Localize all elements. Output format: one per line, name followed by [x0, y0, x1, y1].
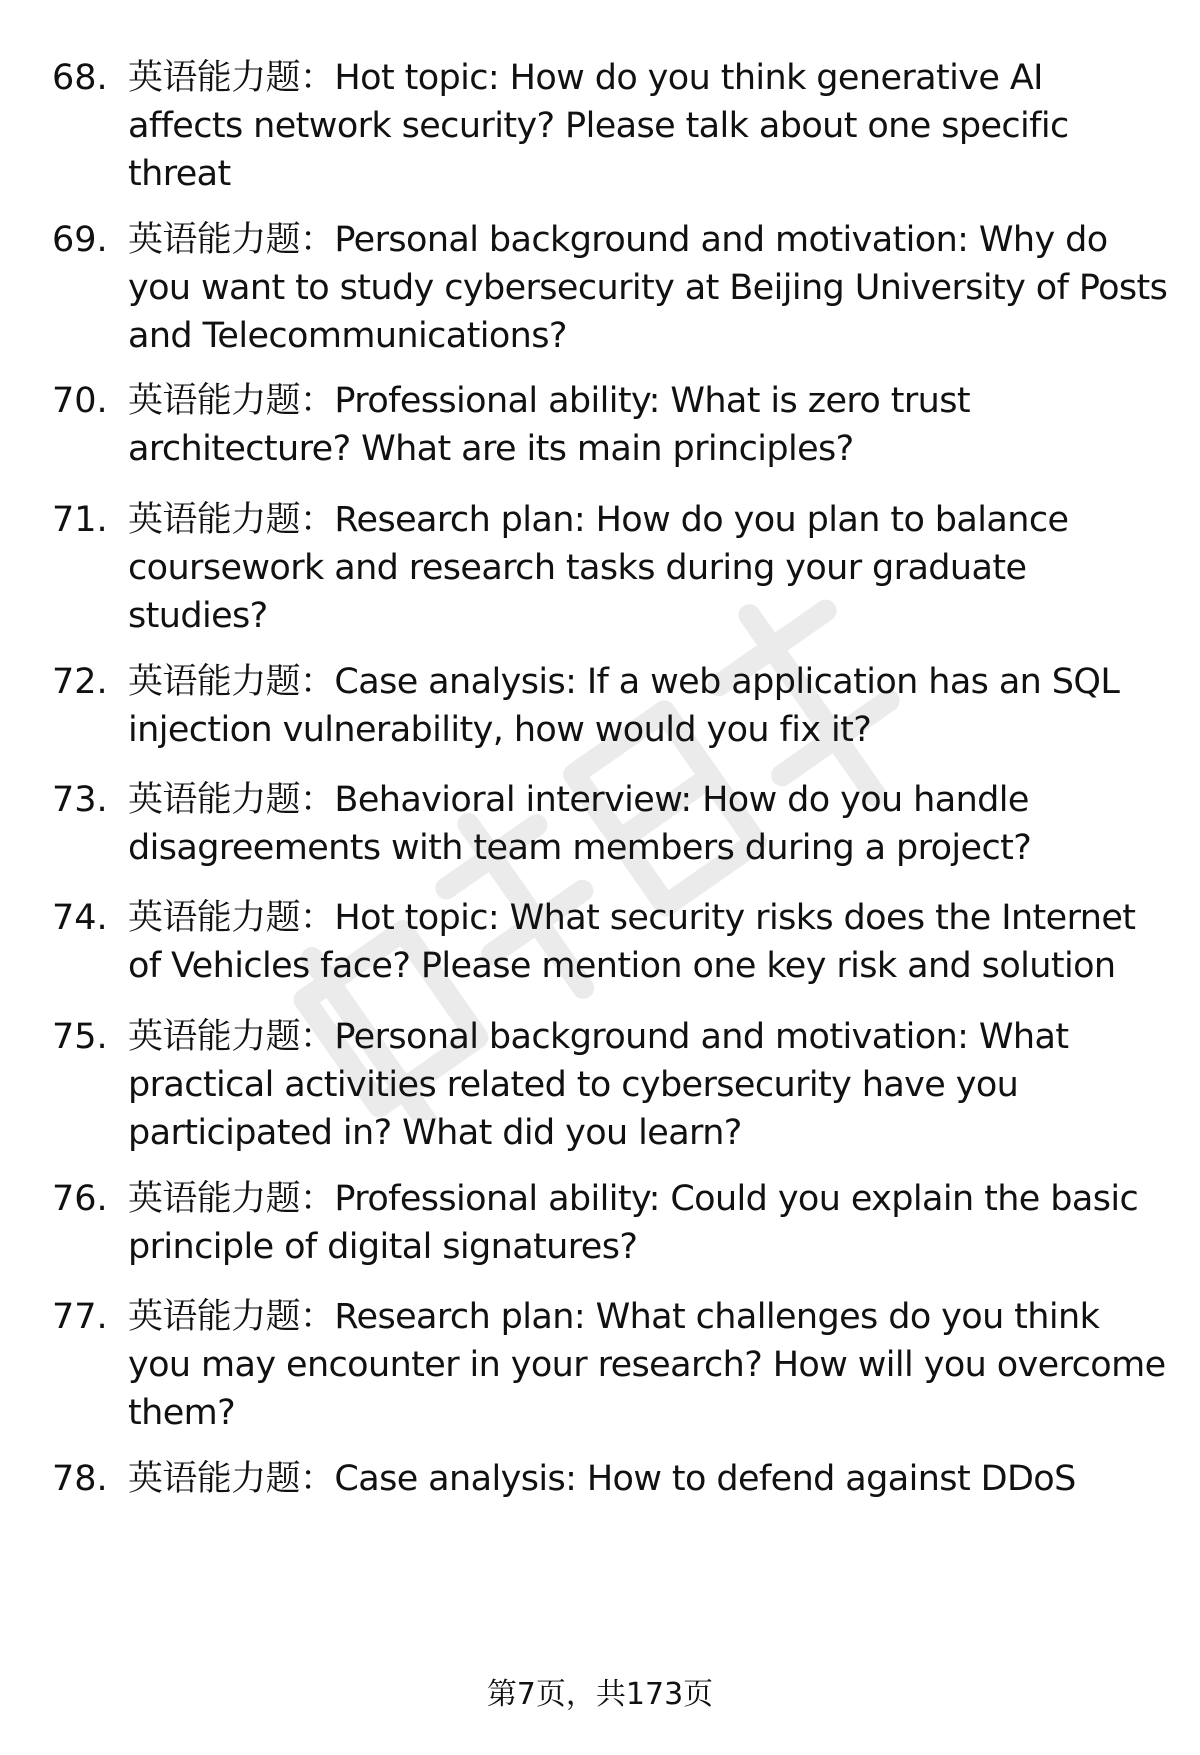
- question-text: Case analysis: How to defend against DDoS: [334, 1459, 1076, 1499]
- question-body: [128, 894, 1168, 990]
- question-text: Research plan: What challenges do you think you may encounter in your research? How will you overcome them?: [128, 1297, 1166, 1433]
- question-category-tag: 英语能力题：: [128, 1459, 335, 1499]
- question-category-tag: 英语能力题：: [128, 58, 335, 98]
- question-text: Professional ability: Could you explain the basic principle of digital signatures?: [128, 1179, 1139, 1267]
- question-body: [128, 1455, 1168, 1503]
- list-item: [0, 1293, 1200, 1437]
- question-number: 78.: [52, 1459, 108, 1499]
- question-text: Research plan: How do you plan to balance coursework and research tasks during your graduate studies?: [128, 500, 1069, 636]
- question-number: 74.: [52, 898, 108, 938]
- list-item: [0, 54, 1200, 198]
- question-category-tag: 英语能力题：: [128, 500, 335, 540]
- question-body: [128, 216, 1168, 360]
- question-text: Case analysis: If a web application has an SQL injection vulnerability, how would you fix it?: [128, 662, 1120, 750]
- list-item: [0, 776, 1200, 872]
- question-text: Professional ability: What is zero trust architecture? What are its main principles?: [128, 381, 971, 469]
- question-category-tag: 英语能力题：: [128, 1179, 335, 1219]
- question-text: Behavioral interview: How do you handle disagreements with team members during a project?: [128, 780, 1032, 868]
- question-text: Personal background and motivation: Why do you want to study cybersecurity at Beijing University of Posts and Telecommunications?: [128, 220, 1168, 356]
- list-item: [0, 1013, 1200, 1157]
- question-body: [128, 377, 1168, 473]
- list-item: [0, 1455, 1200, 1503]
- question-body: [128, 1293, 1168, 1437]
- list-item: [0, 496, 1200, 640]
- question-category-tag: 英语能力题：: [128, 898, 335, 938]
- list-item: [0, 216, 1200, 360]
- question-text: Hot topic: What security risks does the Internet of Vehicles face? Please mention one key risk and solution: [128, 898, 1136, 986]
- question-body: [128, 1175, 1168, 1271]
- list-item: [0, 658, 1200, 754]
- question-number: 77.: [52, 1297, 108, 1337]
- page-number-footer: 第7页，共173页: [486, 1677, 714, 1712]
- question-number: 76.: [52, 1179, 108, 1219]
- question-category-tag: 英语能力题：: [128, 1297, 335, 1337]
- question-category-tag: 英语能力题：: [128, 381, 335, 421]
- question-text: Hot topic: How do you think generative AI affects network security? Please talk about one specific threat: [128, 58, 1069, 194]
- question-category-tag: 英语能力题：: [128, 220, 335, 260]
- question-body: [128, 54, 1168, 198]
- question-text: Personal background and motivation: What practical activities related to cybersecurity have you participated in? What did you learn?: [128, 1017, 1069, 1153]
- question-number: 68.: [52, 58, 108, 98]
- question-body: [128, 1013, 1168, 1157]
- list-item: [0, 894, 1200, 990]
- question-category-tag: 英语能力题：: [128, 662, 335, 702]
- question-category-tag: 英语能力题：: [128, 780, 335, 820]
- question-number: 72.: [52, 662, 108, 702]
- question-number: 69.: [52, 220, 108, 260]
- question-number: 75.: [52, 1017, 108, 1057]
- question-number: 73.: [52, 780, 108, 820]
- question-body: [128, 776, 1168, 872]
- question-number: 70.: [52, 381, 108, 421]
- question-number: 71.: [52, 500, 108, 540]
- question-body: [128, 658, 1168, 754]
- list-item: [0, 1175, 1200, 1271]
- list-item: [0, 377, 1200, 473]
- question-body: [128, 496, 1168, 640]
- question-category-tag: 英语能力题：: [128, 1017, 335, 1057]
